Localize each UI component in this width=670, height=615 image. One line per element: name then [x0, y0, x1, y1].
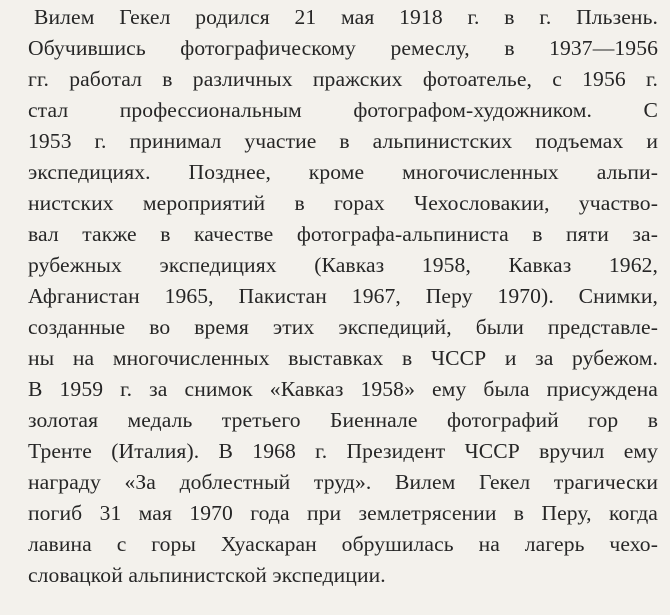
text-line: лавина с горы Хуаскаран обрушилась на лагерь чехо- — [28, 532, 658, 556]
text-line: Обучившись фотографическому ремеслу, в 1937—1956 — [28, 36, 658, 60]
text-line: Афганистан 1965, Пакистан 1967, Перу 1970). Снимки, — [28, 284, 658, 308]
text-line: Вилем Гекел родился 21 мая 1918 г. в г. Пльзень. — [34, 5, 659, 29]
text-line: вал также в качестве фотографа-альпиниста в пяти за- — [28, 222, 658, 246]
text-line: золотая медаль третьего Биеннале фотографий гор в — [28, 408, 658, 432]
text-line: стал профессиональным фотографом-художником. С — [28, 98, 658, 122]
text-line: экспедициях. Позднее, кроме многочисленных альпи- — [28, 160, 658, 184]
text-line: словацкой альпинистской экспедиции. — [28, 563, 386, 587]
text-line: нистских мероприятий в горах Чехословакии, участво- — [28, 191, 658, 215]
text-line: гг. работал в различных пражских фотоателье, с 1956 г. — [28, 67, 658, 91]
paragraph — [28, 2, 658, 591]
text-line: рубежных экспедициях (Кавказ 1958, Кавказ 1962, — [28, 253, 658, 277]
text-line: погиб 31 мая 1970 года при землетрясении в Перу, когда — [28, 501, 658, 525]
text-line: Тренте (Италия). В 1968 г. Президент ЧССР вручил ему — [28, 439, 659, 463]
text-line: ны на многочисленных выставках в ЧССР и за рубежом. — [28, 346, 658, 370]
text-line: награду «За доблестный труд». Вилем Гекел трагически — [28, 470, 658, 494]
text-line: 1953 г. принимал участие в альпинистских подъемах и — [28, 129, 658, 153]
text-line: созданные во время этих экспедиций, были представле- — [28, 315, 658, 339]
text-line: В 1959 г. за снимок «Кавказ 1958» ему была присуждена — [28, 377, 658, 401]
